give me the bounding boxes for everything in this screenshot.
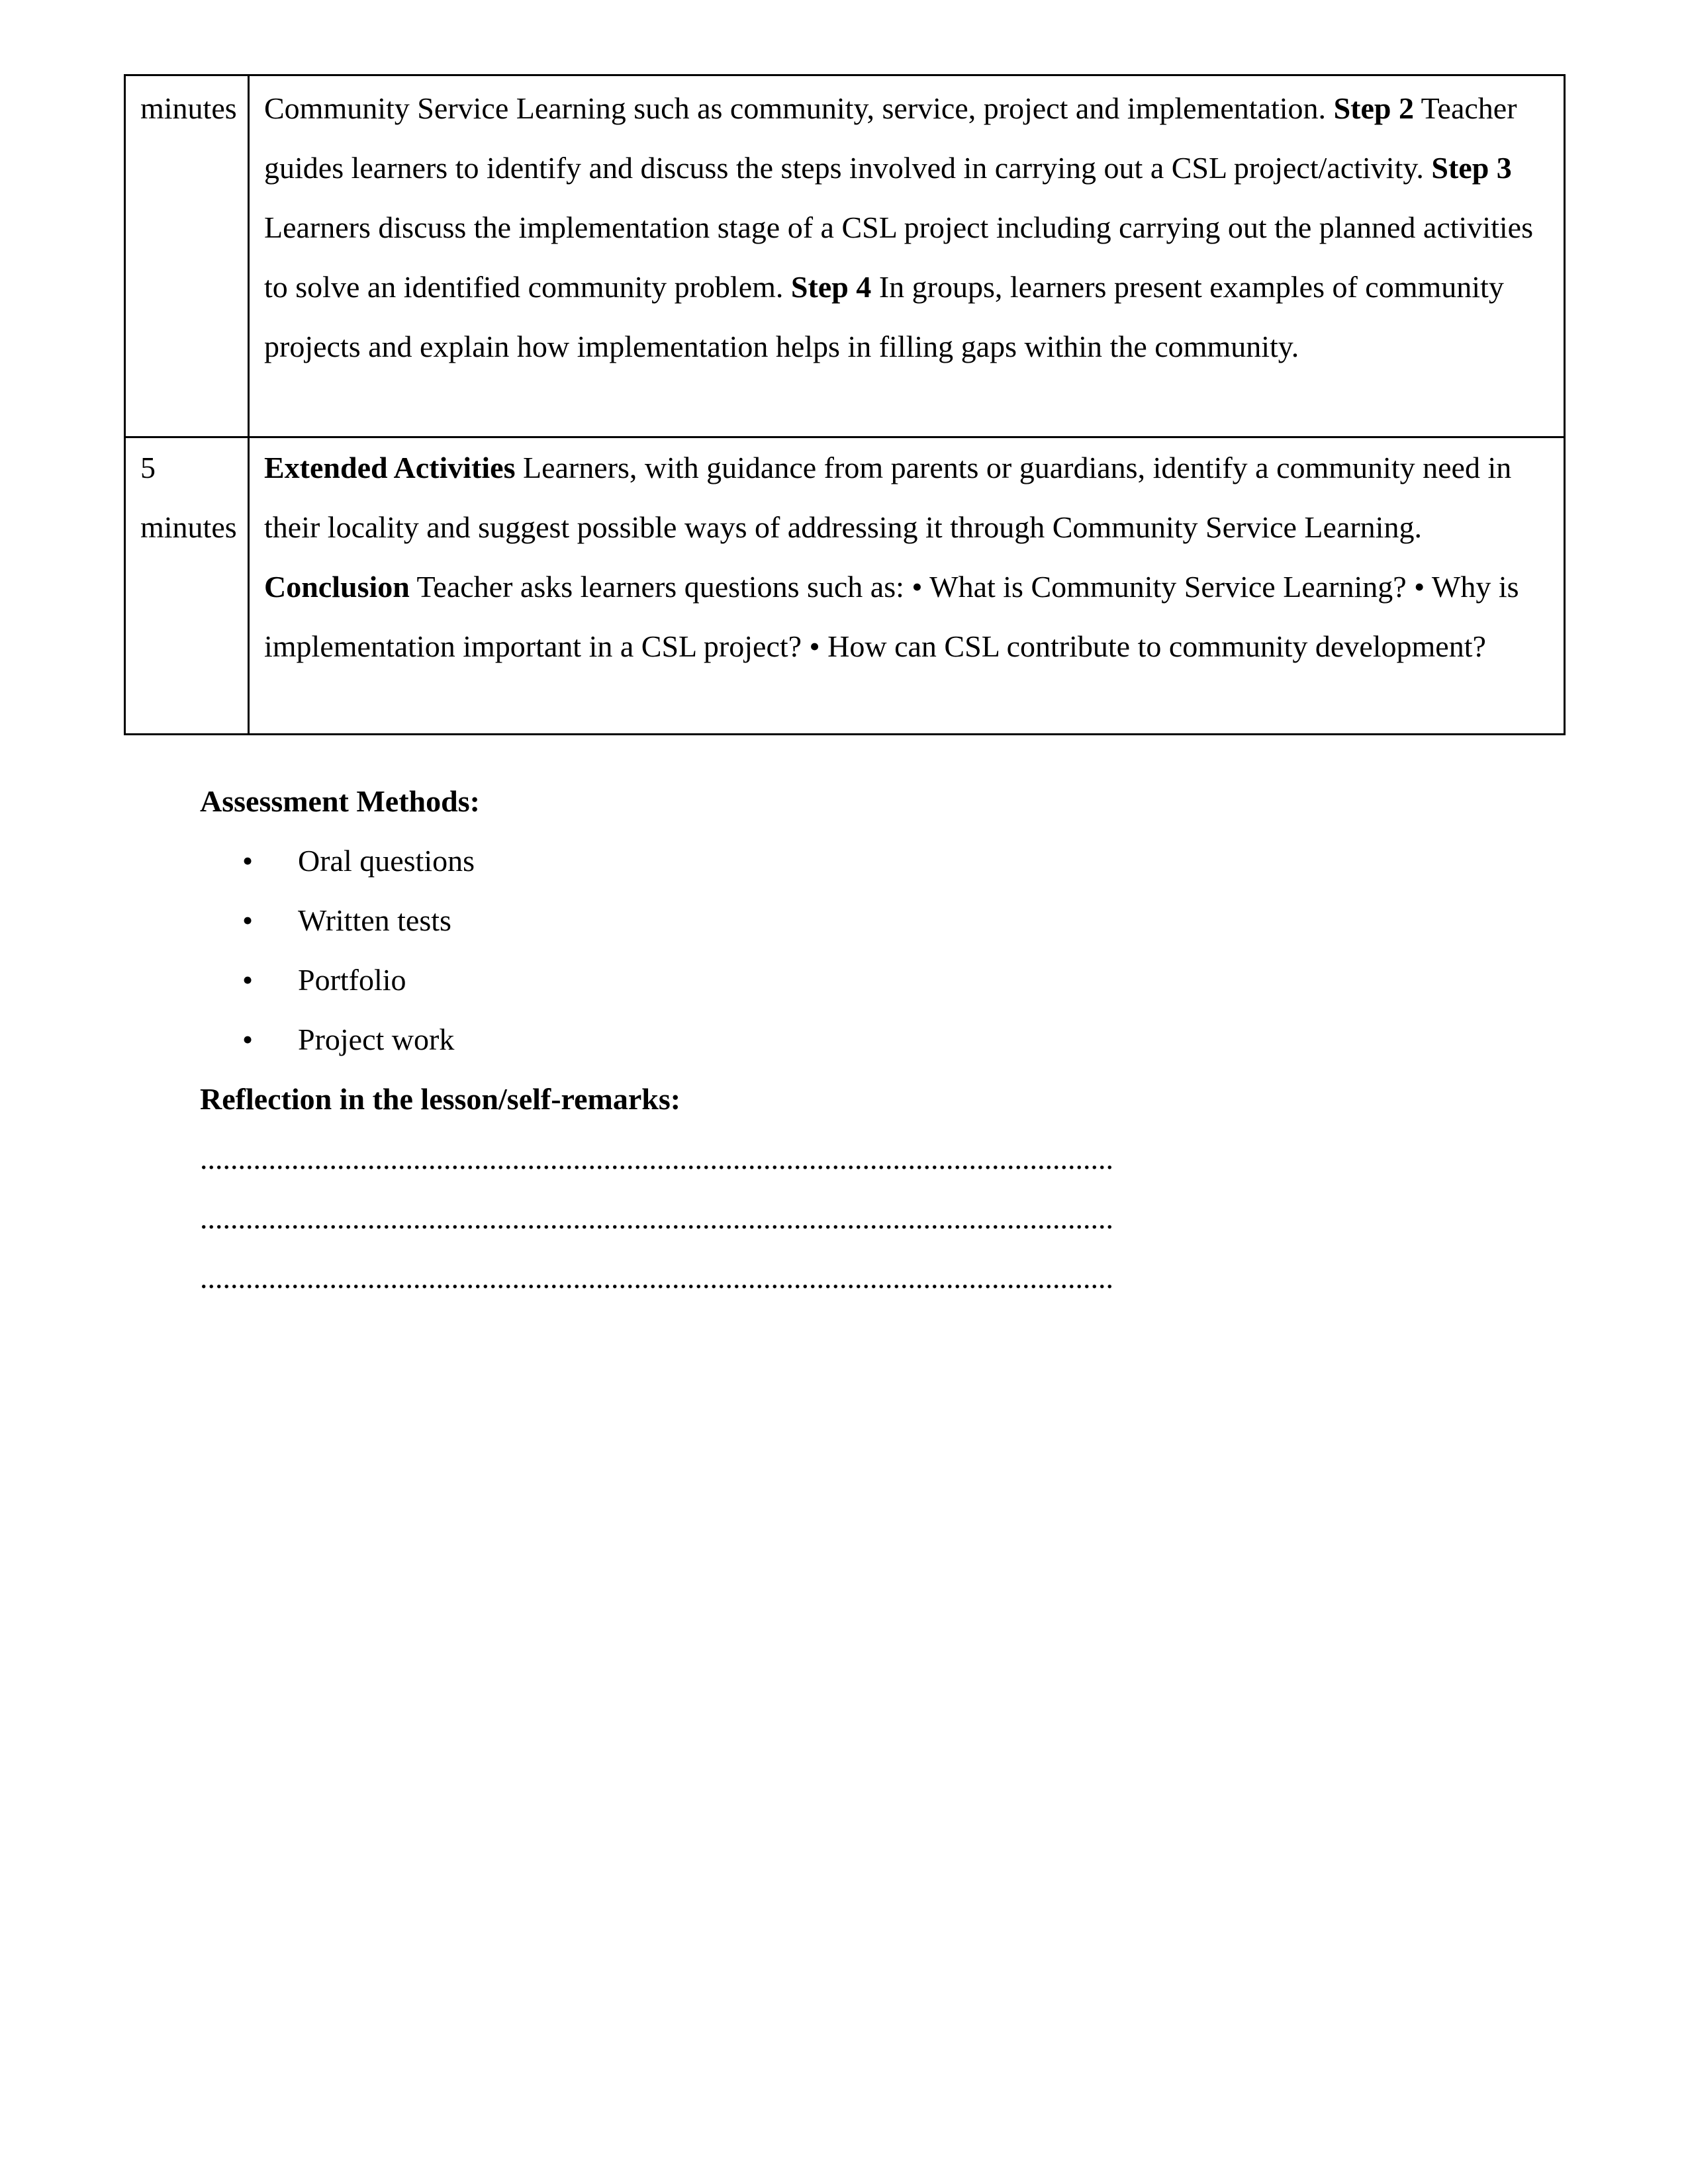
section-label: Extended Activities [264, 451, 516, 484]
activity-cell [249, 437, 1565, 735]
reflection-dotted-line: ........................................................................................................................ [200, 1142, 1113, 1175]
time-line: 5 [140, 451, 156, 484]
activity-text [264, 79, 1538, 377]
text-segment: Teacher guides learners to identify and discuss the steps involved in carrying out a CSL project/activity. [264, 91, 1517, 185]
reflection-dotted-line: ........................................................................................................................ [200, 1201, 1113, 1235]
reflection-dotted-line: ........................................................................................................................ [200, 1261, 1113, 1295]
table-row [125, 75, 1565, 437]
activity-text [264, 438, 1538, 676]
list-item-label: Written tests [298, 903, 451, 937]
text-segment: Teacher asks learners questions such as: • What is Community Service Learning? • Why is implementation important in a CSL project? • How can CSL contribute to community development? [264, 570, 1519, 663]
list-item [200, 831, 475, 891]
list-item [200, 950, 475, 1010]
bullet-icon: • [242, 844, 254, 878]
assessment-methods-list [200, 831, 475, 1069]
list-item-label: Project work [298, 1023, 455, 1056]
text-segment: Community Service Learning such as community, service, project and implementation. [264, 91, 1334, 125]
list-item [200, 891, 475, 950]
list-item-label: Oral questions [298, 844, 475, 878]
step-label: Step 2 [1333, 91, 1414, 125]
time-line: minutes [140, 91, 237, 125]
time-line: minutes [140, 510, 237, 544]
section-label: Conclusion [264, 570, 410, 604]
activity-cell [249, 75, 1565, 437]
assessment-heading: Assessment Methods: [200, 784, 480, 818]
time-cell [125, 437, 249, 735]
time-cell [125, 75, 249, 437]
text-segment: Learners discuss the implementation stage of a CSL project including carrying out the planned activities to solve an identified community problem. [264, 210, 1533, 304]
step-label: Step 3 [1431, 151, 1512, 185]
step-label: Step 4 [790, 270, 872, 304]
bullet-icon: • [242, 903, 254, 937]
bullet-icon: • [242, 963, 254, 997]
text-segment: Learners, with guidance from parents or guardians, identify a community need in their locality and suggest possible ways of addressing it through Community Service Learning. [264, 451, 1512, 544]
reflection-heading: Reflection in the lesson/self-remarks: [200, 1082, 681, 1116]
bullet-icon: • [242, 1023, 254, 1056]
list-item [200, 1010, 475, 1069]
table-row [125, 437, 1565, 735]
text-segment: In groups, learners present examples of community projects and explain how implementation helps in filling gaps within the community. [264, 270, 1504, 363]
list-item-label: Portfolio [298, 963, 406, 997]
lesson-table [124, 74, 1566, 735]
